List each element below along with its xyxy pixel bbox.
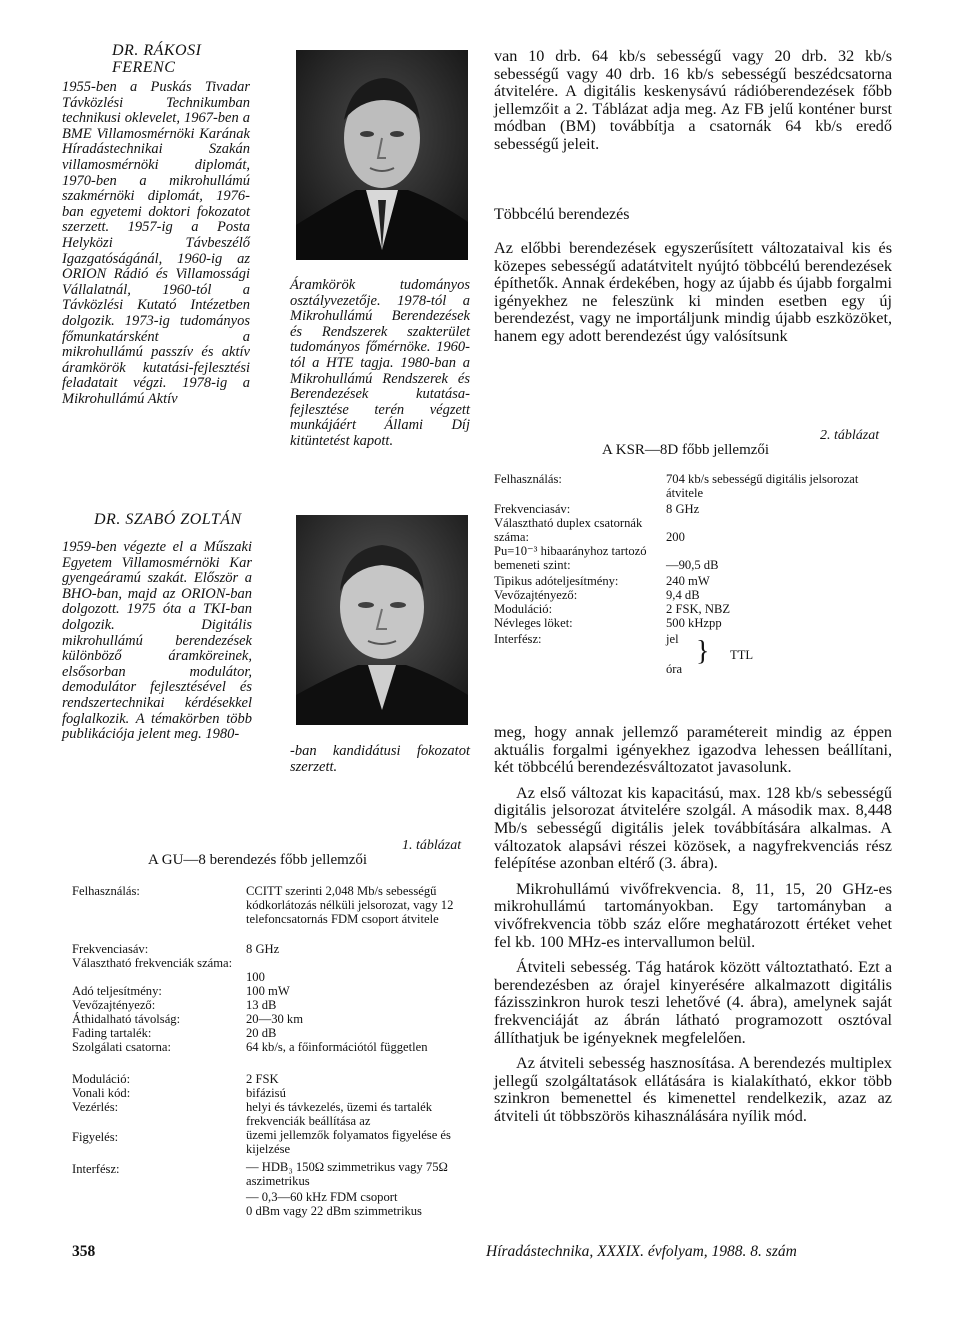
paragraph: Mikrohullámú vivőfrekvencia. 8, 11, 15, 20 GHz-es mikrohullámú tartományokban. Egy tartományban a vivőfrekvencia több száz előre meghatározott értéket vehet fel kb. 100 MHz-es intervallumon belül. [494,879,892,951]
table2-label: Névleges löket: [494,616,573,630]
table1-value: üzemi jellemzők folyamatos figyelése és kijelzése [246,1128,451,1157]
table2-label: Interfész: [494,632,542,646]
table2-label: Választható duplex csatornák száma: [494,516,643,545]
bio2-title: DR. SZABÓ ZOLTÁN [94,511,242,528]
paragraph: Az átviteli sebesség hasznosítása. A berendezés multiplex jellegű szolgáltatások ellátására is kialakítható, ekkor több szinkron bemenettel és kimenettel rendelkezik, azaz az átviteli út többszörös kihasználására nyílik mód. [494,1054,892,1125]
table1-value: 20 dB [246,1026,277,1040]
table2-value: jel [666,632,679,646]
table1-value: 0 dBm vagy 22 dBm szimmetrikus [246,1204,422,1218]
right-paragraph-2: Az előbbi berendezések egyszerűsített változataival kis és közepes sebességű adatátvitelt nyújtó többcélú berendezések építhetők. Annak érdekében, hogy az újabb és újabb forgalmi igényekhez ne feleszünk ki minden esetben egy új berendezést, vagy ne importáljunk mindig újabb eszközöket, hanem egy adott berendezést úgy valósítsunk [494,239,892,345]
table2-value: 500 kHzpp [666,616,722,630]
table2-value: TTL [730,648,754,662]
paragraph: Átviteli sebesség. Tág határok között változtatható. Ezt a berendezésben az órajel kinyerésére alkalmazott digitális fázisszinkron hurok teszi lehetővé (4. ábra), amelynek saját frekvenciáját az ábrán látható programozott osztóval állíthatjuk be igényeknek megfelelően. [494,958,892,1047]
table1-label: Vezérlés: [72,1100,119,1114]
section-heading-multipurpose: Többcélú berendezés [494,206,630,223]
table1-label: Áthidalható távolság: [72,1012,181,1026]
table1-label: Vevőzajtényező: [72,998,156,1012]
table2-value: —90,5 dB [666,558,719,572]
table1-value: — HDB₃ 150Ω szimmetrikus vagy 75Ω aszimetrikus [246,1160,448,1189]
table1-label: Frekvenciasáv: [72,942,149,956]
table1-label: Adó teljesítmény: [72,984,162,998]
table2-value: 704 kb/s sebességű digitális jelsorozat átvitele [666,472,859,501]
table1-number: 1. táblázat [402,838,462,853]
table2-value: 8 GHz [666,502,700,516]
table1-value: 8 GHz [246,942,280,956]
table2-number: 2. táblázat [820,428,880,443]
portrait-photo-1 [296,50,468,260]
table2-value: óra [666,662,683,676]
table2-value: 240 mW [666,574,710,588]
table1-title: A GU—8 berendezés főbb jellemzői [148,852,368,868]
table1-value: 20—30 km [246,1012,304,1026]
table2-label: Frekvenciasáv: [494,502,571,516]
table1-label: Választható frekvenciák száma: [72,956,233,970]
right-bottom-text [494,724,892,1125]
table1-value: — 0,3—60 kHz FDM csoport [246,1190,398,1204]
table1-value: 13 dB [246,998,277,1012]
table2-label: Pu=10⁻³ hibaarányhoz tartozó bemeneti szint: [494,544,647,573]
table1-label: Vonali kód: [72,1086,131,1100]
table2-value: 9,4 dB [666,588,700,602]
table2-label: Moduláció: [494,602,553,616]
table1-label: Moduláció: [72,1072,131,1086]
bio2-text: 1959-ben végezte el a Műszaki Egyetem Villamosmérnöki Kar gyengeáramú szakát. Először a BHO-ban, majd az ORION-ban dolgozott. 1975 óta a TKI-ban dolgozik. Digitális mikrohullámú berendezések különböző áramköreinek, elsősorban modulátor, demodulátor fejlesztésével és rendszertechnikai kérdésekkel foglalkozik. A témakörben több publikációja jelent meg. 1980- [62,539,252,743]
paragraph: Az első változat kis kapacitású, max. 128 kb/s sebességű digitális jelsorozat átvitelére szolgál. A második max. 8,448 Mb/s sebességű digitális jelek továbbítására alkalmas. A változatok alapsávi részei közösek, a nagyfrekvenciás rész felépítése azonban eltérő (3. ábra). [494,783,892,873]
paragraph: meg, hogy annak jellemző paramétereit mindig az éppen aktuális forgalmi igényekhez igazodva lehessen beállítani, két többcélú berendezésváltozatot javasolunk. [494,723,892,777]
bio1-continued: Áramkörök tudományos osztályvezetője. 1978-tól a Mikrohullámú Berendezések és Rendszerek szakterület tudományos főmérnöke. 1960-tól a HTE tagja. 1980-ban a Mikrohullámú Rendszerek és Berendezések kutatása-fejlesztése terén végzett munkájáért Állami Díj kitüntetést kapott. [290,277,470,449]
table2-label: Vevőzajtényező: [494,588,578,602]
table1-label: Interfész: [72,1162,120,1176]
bio2-continued: -ban kandidátusi fokozatot szerzett. [290,743,470,775]
table1-label: Fading tartalék: [72,1026,152,1040]
table1-value: 100 [246,970,265,984]
table2-title: A KSR—8D főbb jellemzői [602,442,770,458]
table1-value: 100 mW [246,984,290,998]
table1-value: bifázisú [246,1086,286,1100]
journal-footer: Híradástechnika, XXXIX. évfolyam, 1988. 8. szám [486,1243,797,1260]
table2-value: 2 FSK, NBZ [666,602,731,616]
brace-glyph: } [696,636,710,667]
table2 [494,472,894,692]
bio1-text: 1955-ben a Puskás Tivadar Távközlési Technikumban technikusi oklevelet, 1967-ben a BME Villamosmérnöki Karának Híradástechnikai Szakán villamosmérnöki diplomát, 1970-ben a mikrohullámú szakmérnöki diplomát, 1976-ban egyetemi doktori fokozatot szerzett. 1957-ig a Posta Helyközi Távbeszélő Igazgatóságánál, 1960-ig az ORION Rádió és Villamossági Vállalatnál, 1960-tól a Távközlési Kutató Intézetben dolgozik. 1973-ig tudományos főmunkatársként a mikrohullámú passzív és aktív áramkörök kutatási-fejlesztési feladatait végzi. 1978-ig a Mikrohullámú Aktív [62,79,250,407]
table1-value: 2 FSK [246,1072,279,1086]
table1-value: CCITT szerinti 2,048 Mb/s sebességű kódkorlátozás nélküli jelsorozat, vagy 12 telefoncsatornás FDM csoport átvitele [246,884,454,927]
table2-label: Felhasználás: [494,472,562,486]
table1 [72,884,472,1224]
table2-label: Tipikus adóteljesítmény: [494,574,619,588]
right-paragraph-1: van 10 drb. 64 kb/s sebességű vagy 20 drb. 32 kb/s sebességű vagy 40 drb. 16 kb/s sebességű beszédcsatorna átvitelére. A digitális keskenysávú rádióberendezések főbb jellemzőit a 2. Táblázat adja meg. Az FB jelű konténer burst módban (BM) továbbítja a csatornák 64 kb/s eredő sebességű jeleit. [494,47,892,153]
table1-value: helyi és távkezelés, üzemi és tartalék frekvenciák beállítása az [246,1100,433,1129]
portrait-photo-2 [296,515,468,725]
table1-value: 64 kb/s, a főinformációtól független [246,1040,428,1054]
table1-label: Szolgálati csatorna: [72,1040,171,1054]
bio1-title: DR. RÁKOSI FERENC [112,42,202,76]
table2-value: 200 [666,530,685,544]
page-number: 358 [72,1243,96,1260]
table1-label: Figyelés: [72,1130,119,1144]
table1-label: Felhasználás: [72,884,140,898]
